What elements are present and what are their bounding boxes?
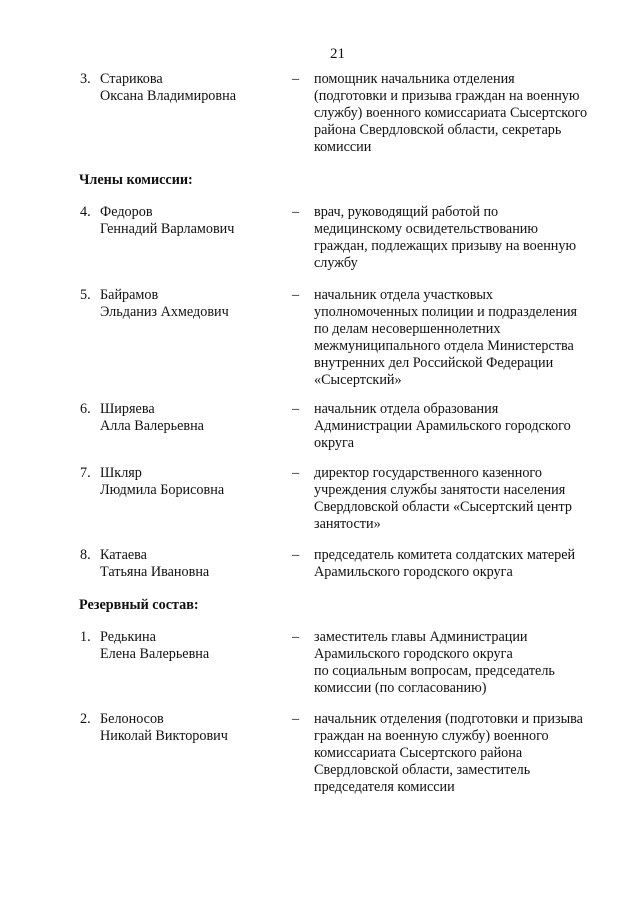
role-line: внутренних дел Российской Федерации [314, 355, 554, 371]
role-line: «Сысертский» [314, 372, 402, 388]
given-names: Татьяна Ивановна [100, 564, 210, 580]
entry-number: 1. [80, 629, 91, 645]
dash: – [292, 465, 300, 481]
role-line: заместитель главы Администрации [314, 629, 528, 645]
person-role [314, 204, 620, 272]
person-role [314, 465, 620, 533]
entry-number: 3. [80, 71, 91, 87]
role-line: медицинскому освидетельствованию [314, 221, 538, 237]
entry-number: 4. [80, 204, 91, 220]
role-line: округа [314, 435, 355, 451]
surname: Шкляр [100, 465, 142, 481]
person-role [314, 711, 620, 796]
role-line: по социальным вопросам, председатель [314, 663, 555, 679]
entry-number: 2. [80, 711, 91, 727]
role-line: комиссариата Сысертского района [314, 745, 523, 761]
person-name [100, 465, 280, 499]
dash: – [292, 711, 300, 727]
role-line: службу [314, 255, 358, 271]
role-line: по делам несовершеннолетних [314, 321, 501, 337]
person-name [100, 401, 280, 435]
given-names: Оксана Владимировна [100, 88, 236, 104]
entry-number: 7. [80, 465, 91, 481]
dash: – [292, 629, 300, 645]
role-line: Администрации Арамильского городского [314, 418, 571, 434]
role-line: занятости» [314, 516, 381, 532]
dash: – [292, 401, 300, 417]
given-names: Николай Викторович [100, 728, 228, 744]
person-name [100, 287, 280, 321]
dash: – [292, 287, 300, 303]
dash: – [292, 547, 300, 563]
role-line: учреждения службы занятости населения [314, 482, 566, 498]
role-line: комиссии [314, 139, 372, 155]
role-line: Свердловской области, заместитель [314, 762, 531, 778]
surname: Байрамов [100, 287, 159, 303]
entry-number: 8. [80, 547, 91, 563]
person-name [100, 629, 280, 663]
role-line: комиссии (по согласованию) [314, 680, 487, 696]
role-line: Арамильского городского округа [314, 646, 513, 662]
role-line: Арамильского городского округа [314, 564, 513, 580]
given-names: Эльданиз Ахмедович [100, 304, 229, 320]
role-line: граждан на военную службу) военного [314, 728, 549, 744]
person-role [314, 547, 620, 581]
surname: Ширяева [100, 401, 155, 417]
person-name [100, 71, 280, 105]
dash: – [292, 204, 300, 220]
members-heading: Члены комиссии: [79, 172, 193, 188]
role-line: председатель комитета солдатских матерей [314, 547, 576, 563]
person-name [100, 204, 280, 238]
given-names: Алла Валерьевна [100, 418, 204, 434]
person-role [314, 629, 620, 697]
surname: Белоносов [100, 711, 164, 727]
given-names: Елена Валерьевна [100, 646, 210, 662]
person-role [314, 287, 620, 389]
role-line: помощник начальника отделения [314, 71, 515, 87]
given-names: Геннадий Варламович [100, 221, 235, 237]
dash: – [292, 71, 300, 87]
role-line: службу) военного комиссариата Сысертского [314, 105, 588, 121]
surname: Катаева [100, 547, 147, 563]
role-line: (подготовки и призыва граждан на военную [314, 88, 580, 104]
person-name [100, 547, 280, 581]
role-line: начальник отделения (подготовки и призыва [314, 711, 583, 727]
role-line: уполномоченных полиции и подразделения [314, 304, 578, 320]
role-line: межмуниципального отдела Министерства [314, 338, 574, 354]
person-role [314, 401, 620, 452]
person-name [100, 711, 280, 745]
entry-number: 6. [80, 401, 91, 417]
surname: Федоров [100, 204, 153, 220]
entry-number: 5. [80, 287, 91, 303]
role-line: района Свердловской области, секретарь [314, 122, 562, 138]
role-line: начальник отдела образования [314, 401, 499, 417]
given-names: Людмила Борисовна [100, 482, 225, 498]
role-line: граждан, подлежащих призыву на военную [314, 238, 577, 254]
page-number: 21 [330, 46, 345, 62]
role-line: Свердловской области «Сысертский центр [314, 499, 572, 515]
reserve-heading: Резервный состав: [79, 597, 199, 613]
role-line: врач, руководящий работой по [314, 204, 499, 220]
surname: Старикова [100, 71, 163, 87]
role-line: начальник отдела участковых [314, 287, 494, 303]
person-role [314, 71, 620, 156]
surname: Редькина [100, 629, 156, 645]
role-line: директор государственного казенного [314, 465, 542, 481]
role-line: председателя комиссии [314, 779, 455, 795]
